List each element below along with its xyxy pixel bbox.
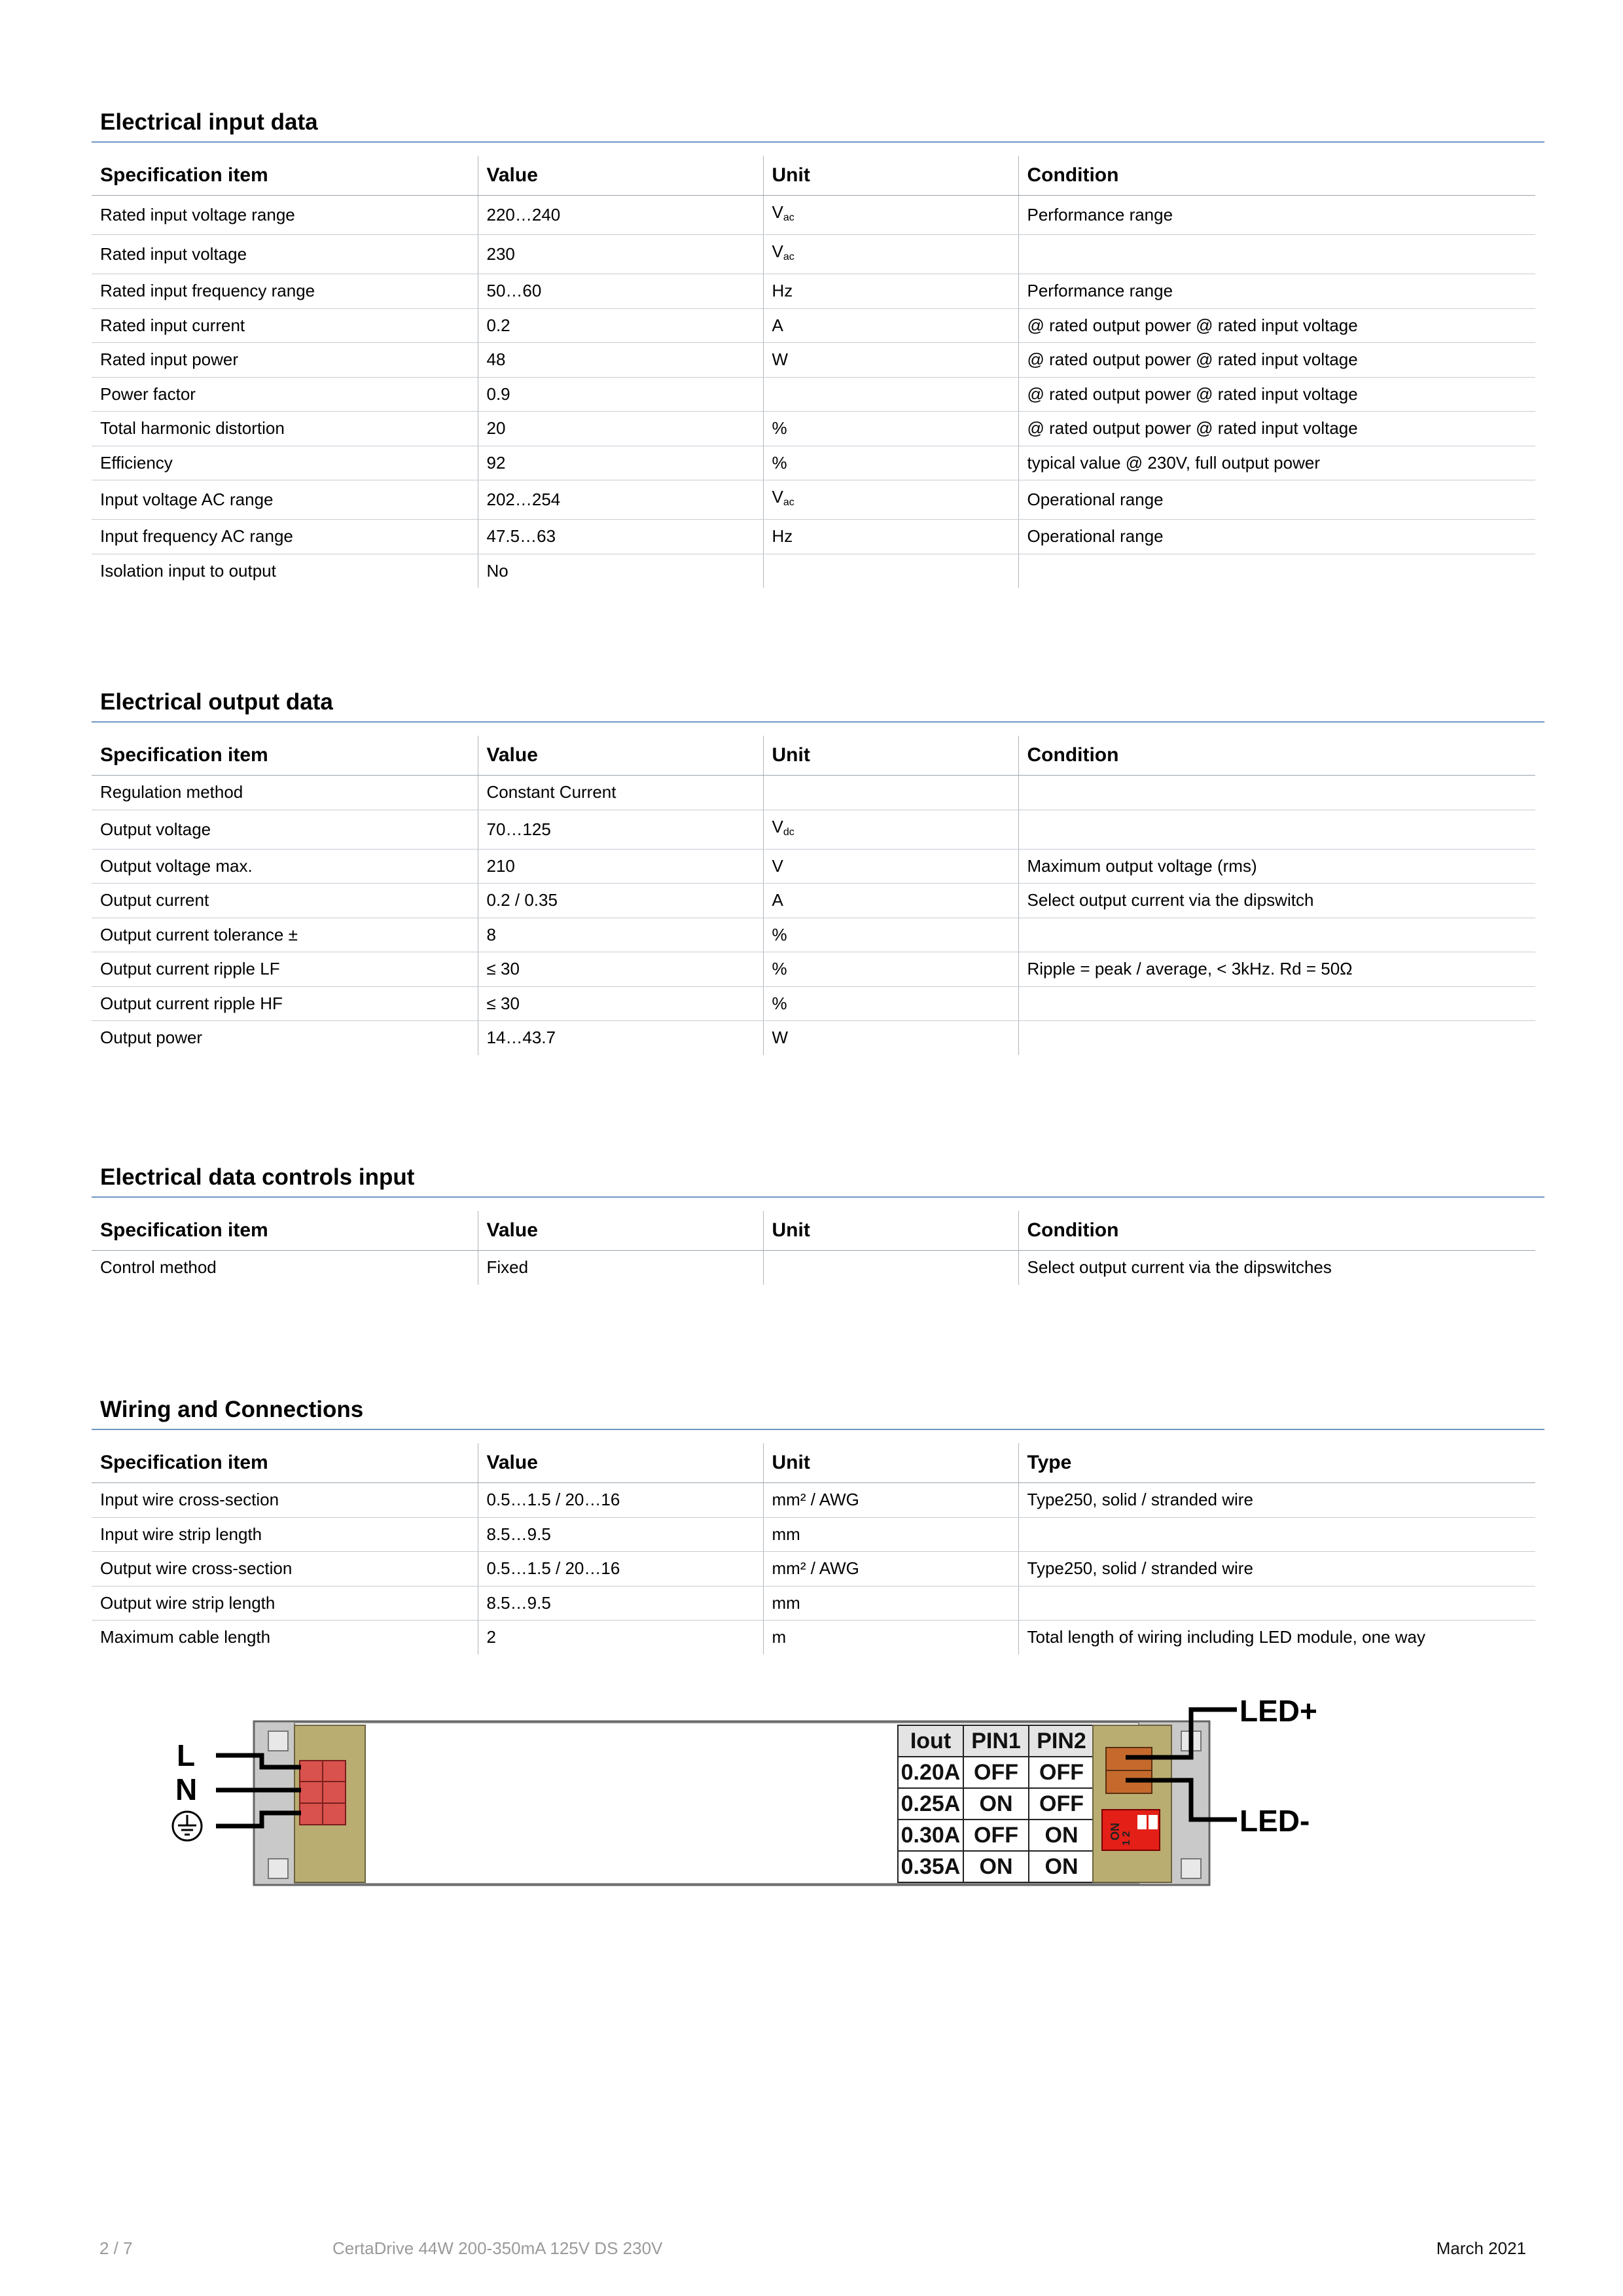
value-cell: 8.5…9.5 (478, 1586, 763, 1621)
section-title: Electrical output data (100, 689, 333, 715)
table-row (92, 884, 1535, 918)
spec-item-cell: Output voltage (92, 810, 478, 849)
unit-cell: $V_{dc}$ (763, 810, 1018, 849)
table-row (92, 196, 1535, 235)
unit-cell: Hz (763, 520, 1018, 554)
value-cell: 50…60 (478, 274, 763, 309)
value-cell: 8.5…9.5 (478, 1517, 763, 1552)
value-cell: 210 (478, 849, 763, 884)
dip-table-value: OFF (974, 1760, 1018, 1785)
table-row (92, 446, 1535, 480)
output-label-led-minus: LED- (1240, 1804, 1310, 1838)
condition-cell: Performance range (1018, 274, 1535, 309)
table-header-row (92, 736, 1535, 776)
table-row (92, 986, 1535, 1021)
table-row (92, 520, 1535, 554)
condition-cell (1018, 554, 1535, 588)
condition-cell: Type250, solid / stranded wire (1018, 1483, 1535, 1518)
unit-cell: W (763, 1021, 1018, 1055)
dip-table-value: 0.35A (901, 1854, 961, 1879)
dip-table-value: OFF (1039, 1791, 1084, 1816)
condition-cell: Operational range (1018, 520, 1535, 554)
column-header: Specification item (92, 1211, 478, 1251)
condition-cell: typical value @ 230V, full output power (1018, 446, 1535, 480)
footer-product-name: CertaDrive 44W 200-350mA 125V DS 230V (332, 2238, 663, 2258)
column-header: Unit (763, 1443, 1018, 1483)
dip-table (898, 1725, 1094, 1882)
unit-cell: mm (763, 1517, 1018, 1552)
table-header-row (92, 156, 1535, 196)
column-header: Condition (1018, 736, 1535, 776)
dip-table-value: 0.30A (901, 1823, 961, 1848)
table-row (92, 274, 1535, 309)
column-header: Condition (1018, 1211, 1535, 1251)
value-cell: 48 (478, 343, 763, 378)
spec-item-cell: Rated input voltage (92, 235, 478, 274)
column-header: Value (478, 1443, 763, 1483)
section-electrical-output (92, 683, 1544, 1055)
table-row (92, 1021, 1535, 1055)
table-row (92, 1251, 1535, 1285)
condition-cell (1018, 1586, 1535, 1621)
column-header: Unit (763, 736, 1018, 776)
value-cell: 0.9 (478, 377, 763, 412)
unit-cell (763, 776, 1018, 810)
value-cell: ≤ 30 (478, 986, 763, 1021)
section-electrical-input (92, 103, 1544, 588)
spec-item-cell: Output current ripple HF (92, 986, 478, 1021)
spec-item-cell: Input frequency AC range (92, 520, 478, 554)
spec-item-cell: Output power (100, 1028, 203, 1048)
condition-cell: @ rated output power @ rated input voltage (1018, 308, 1535, 343)
unit-cell: % (763, 446, 1018, 480)
dip-switch-pins-label: 1 2 (1121, 1831, 1132, 1846)
condition-cell: Select output current via the dipswitch (1018, 884, 1535, 918)
condition-cell: Performance range (1018, 196, 1535, 235)
condition-cell: Select output current via the dipswitches (1018, 1251, 1535, 1285)
spec-item-cell: Efficiency (92, 446, 478, 480)
value-cell: 220…240 (478, 196, 763, 235)
unit-cell: % (763, 986, 1018, 1021)
value-cell: 92 (478, 446, 763, 480)
spec-item-cell: Rated input voltage range (92, 196, 478, 235)
condition-cell (1018, 1517, 1535, 1552)
spec-table (92, 156, 1535, 588)
unit-cell: m (763, 1621, 1018, 1655)
table-row (92, 308, 1535, 343)
table-row (92, 1483, 1535, 1518)
unit-cell (763, 377, 1018, 412)
spec-item-cell: Input wire strip length (92, 1517, 478, 1552)
spec-item-cell: Input wire cross-section (92, 1483, 478, 1518)
value-cell: 0.5…1.5 / 20…16 (478, 1552, 763, 1587)
value-cell: 0.5…1.5 / 20…16 (478, 1483, 763, 1518)
column-header: Specification item (92, 736, 478, 776)
table-header-row (92, 1211, 1535, 1251)
dip-table-value: OFF (974, 1823, 1018, 1848)
output-label-led-plus: LED+ (1240, 1695, 1317, 1728)
table-row (92, 1621, 1535, 1655)
dip-table-value: 0.20A (901, 1760, 961, 1785)
spec-table (92, 1443, 1535, 1655)
spec-item-cell: Output current tolerance ± (92, 918, 478, 952)
dip-table-header: Iout (910, 1729, 952, 1753)
value-cell: No (478, 554, 763, 588)
spec-table (92, 736, 1535, 1055)
spec-item-cell: Rated input power (92, 343, 478, 378)
value-cell: 230 (478, 235, 763, 274)
spec-item-cell: Output wire strip length (92, 1586, 478, 1621)
value-cell: ≤ 30 (478, 952, 763, 987)
spec-item-cell: Power factor (92, 377, 478, 412)
condition-cell (1018, 1021, 1535, 1055)
table-header-row (92, 1443, 1535, 1483)
condition-cell: Ripple = peak / average, < 3kHz. Rd = 50Ω (1018, 952, 1535, 987)
value-cell: Constant Current (478, 776, 763, 810)
condition-cell (1018, 918, 1535, 952)
condition-cell: Operational range (1018, 480, 1535, 520)
unit-cell: % (763, 412, 1018, 446)
spec-item-cell: Regulation method (92, 776, 478, 810)
table-row (92, 952, 1535, 987)
unit-cell (763, 1251, 1018, 1285)
section-title: Electrical input data (100, 109, 318, 135)
table-row (92, 554, 1535, 588)
condition-cell (1018, 776, 1535, 810)
table-row (92, 849, 1535, 884)
dip-table-header: PIN2 (1037, 1729, 1086, 1753)
section-controls-input (92, 1158, 1544, 1285)
column-header: Condition (1018, 156, 1535, 196)
spec-item-cell: Control method (100, 1257, 217, 1278)
ground-icon (173, 1812, 202, 1840)
value-cell: 2 (478, 1621, 763, 1655)
value-cell: 20 (478, 412, 763, 446)
unit-cell: A (763, 884, 1018, 918)
value-cell: 202…254 (478, 480, 763, 520)
spec-item-cell: Input voltage AC range (92, 480, 478, 520)
spec-item-cell: Rated input frequency range (92, 274, 478, 309)
section-divider (92, 1196, 1544, 1198)
spec-item-cell: Rated input current (92, 308, 478, 343)
condition-cell: @ rated output power @ rated input voltage (1018, 412, 1535, 446)
input-label-n: N (175, 1772, 198, 1806)
condition-cell (1018, 235, 1535, 274)
input-label-l: L (177, 1738, 196, 1772)
dip-table-value: ON (979, 1854, 1013, 1879)
value-cell: 8 (478, 918, 763, 952)
spec-item-cell: Output wire cross-section (92, 1552, 478, 1587)
column-header: Value (478, 156, 763, 196)
section-divider (92, 1429, 1544, 1430)
table-row (92, 343, 1535, 378)
condition-cell: @ rated output power @ rated input voltage (1018, 377, 1535, 412)
spec-item-cell: Output voltage max. (92, 849, 478, 884)
dip-table-value: ON (979, 1791, 1013, 1816)
condition-cell: Maximum output voltage (rms) (1018, 849, 1535, 884)
value-cell: 0.2 (478, 308, 763, 343)
unit-cell: A (763, 308, 1018, 343)
table-row (92, 1517, 1535, 1552)
condition-cell: Total length of wiring including LED module, one way (1018, 1621, 1535, 1655)
value-cell: Fixed (478, 1251, 763, 1285)
value-cell: 14…43.7 (478, 1021, 763, 1055)
spec-table (92, 1211, 1535, 1285)
table-row (92, 1552, 1535, 1587)
unit-cell: mm² / AWG (763, 1483, 1018, 1518)
spec-item-cell: Output current ripple LF (92, 952, 478, 987)
unit-cell: % (763, 918, 1018, 952)
unit-cell: W (763, 343, 1018, 378)
dip-table-header: PIN1 (971, 1729, 1021, 1753)
column-header: Specification item (92, 1443, 478, 1483)
unit-cell: mm² / AWG (763, 1552, 1018, 1587)
dip-table-value: 0.25A (901, 1791, 961, 1816)
section-title: Electrical data controls input (100, 1164, 415, 1190)
spec-item-cell: Isolation input to output (100, 560, 276, 581)
value-cell: 70…125 (478, 810, 763, 849)
column-header: Value (478, 736, 763, 776)
unit-cell: V (763, 849, 1018, 884)
table-row (92, 480, 1535, 520)
table-row (92, 235, 1535, 274)
column-header: Unit (763, 1211, 1018, 1251)
unit-cell (763, 554, 1018, 588)
column-header: Value (478, 1211, 763, 1251)
dip-table-value: OFF (1039, 1760, 1084, 1785)
dip-switch-on-label: ON (1109, 1823, 1122, 1840)
column-header: Type (1018, 1443, 1535, 1483)
unit-cell: $V_{ac}$ (763, 196, 1018, 235)
dip-table-value: ON (1044, 1854, 1079, 1879)
unit-cell: Hz (763, 274, 1018, 309)
unit-cell: % (763, 952, 1018, 987)
spec-item-cell: Total harmonic distortion (92, 412, 478, 446)
condition-cell: Type250, solid / stranded wire (1018, 1552, 1535, 1587)
table-row (92, 377, 1535, 412)
wiring-diagram (164, 1695, 1329, 1892)
value-cell: 47.5…63 (478, 520, 763, 554)
unit-cell: $V_{ac}$ (763, 480, 1018, 520)
table-row (92, 776, 1535, 810)
table-row (92, 1586, 1535, 1621)
table-row (92, 412, 1535, 446)
dip-table-value: ON (1044, 1823, 1079, 1848)
unit-cell: mm (763, 1586, 1018, 1621)
table-row (92, 810, 1535, 849)
unit-cell: $V_{ac}$ (763, 235, 1018, 274)
section-wiring (92, 1391, 1544, 1655)
section-title: Wiring and Connections (100, 1397, 364, 1422)
section-divider (92, 141, 1544, 143)
footer-date: March 2021 (1436, 2238, 1526, 2258)
condition-cell (1018, 810, 1535, 849)
column-header: Unit (763, 156, 1018, 196)
condition-cell: @ rated output power @ rated input voltage (1018, 343, 1535, 378)
footer-page-number: 2 / 7 (99, 2238, 133, 2258)
value-cell: 0.2 / 0.35 (478, 884, 763, 918)
spec-item-cell: Output current (92, 884, 478, 918)
section-divider (92, 721, 1544, 723)
condition-cell (1018, 986, 1535, 1021)
spec-item-cell: Maximum cable length (100, 1627, 271, 1647)
table-row (92, 918, 1535, 952)
column-header: Specification item (92, 156, 478, 196)
